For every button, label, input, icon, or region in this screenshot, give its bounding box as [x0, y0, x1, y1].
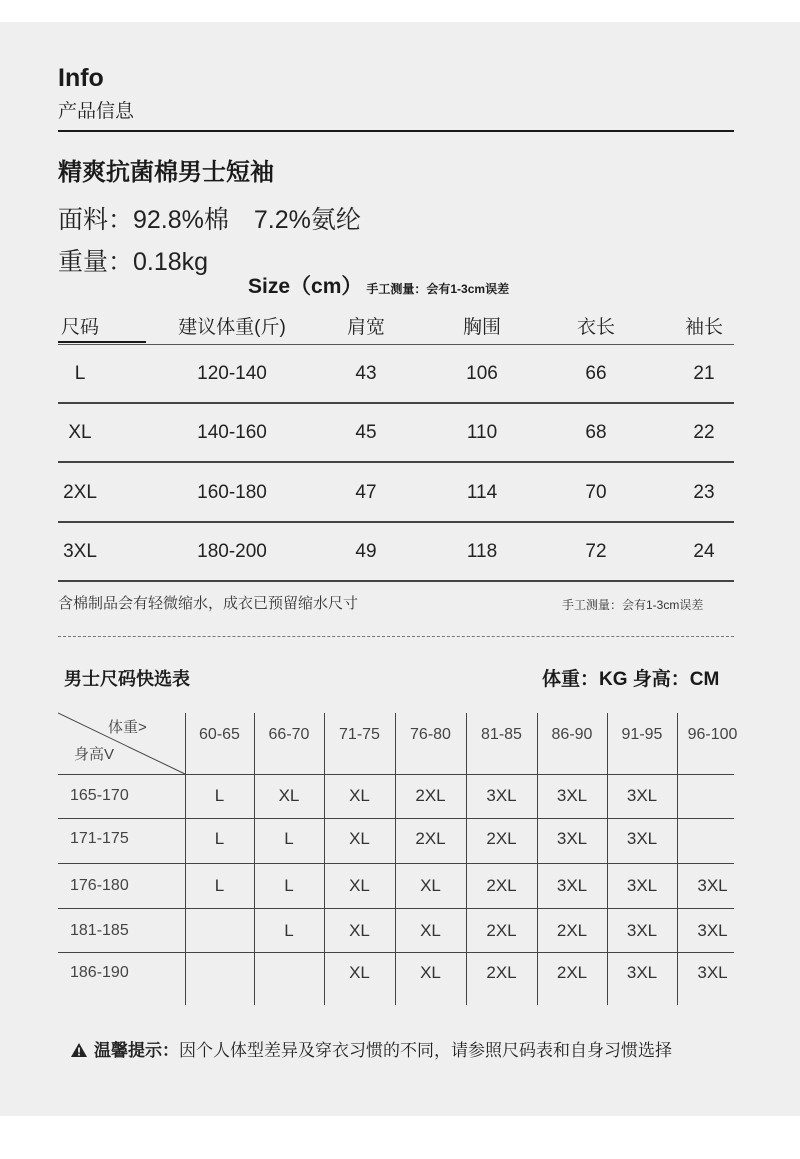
size-cell: 180-200: [197, 541, 267, 562]
size-cell: 23: [693, 482, 715, 503]
grid-line: [324, 713, 325, 1005]
height-row-label: 171-175: [70, 830, 129, 847]
size-recommendation: L: [214, 876, 225, 895]
size-recommendation: 3XL: [626, 786, 658, 805]
size-cell: L: [74, 363, 86, 384]
size-recommendation: 3XL: [697, 876, 728, 895]
product-name: 精爽抗菌棉男士短袖: [58, 159, 274, 186]
grid-line: [58, 908, 734, 909]
grid-line: [395, 713, 396, 1005]
size-recommendation: L: [284, 876, 294, 895]
weight-col-header: 96-100: [687, 726, 738, 743]
size-cell: 72: [585, 541, 607, 562]
size-recommendation: 3XL: [486, 786, 517, 805]
grid-line: [254, 713, 255, 1005]
size-recommendation: 2XL: [486, 829, 517, 848]
size-recommendation: XL: [420, 876, 441, 895]
size-cell: 21: [693, 363, 715, 384]
size-recommendation: XL: [278, 786, 300, 805]
size-cell: 49: [355, 541, 377, 562]
size-cell: 43: [355, 363, 377, 384]
size-recommendation: L: [284, 921, 294, 940]
corner-weight-label: 体重>: [108, 719, 147, 736]
size-recommendation: 2XL: [556, 963, 588, 982]
corner-height-label: 身高V: [74, 746, 115, 763]
size-col-header: 袖长: [684, 317, 723, 338]
grid-line: [58, 863, 734, 864]
dashed-divider: [58, 636, 734, 637]
fabric-composition: 面料：92.8%棉 7.2%氨纶: [58, 206, 361, 234]
quick-table-title: 男士尺码快选表: [64, 669, 190, 689]
size-recommendation: 3XL: [626, 921, 658, 940]
size-recommendation: 2XL: [556, 921, 588, 940]
size-cell: 110: [466, 422, 498, 443]
size-col-header: 建议体重(斤): [178, 317, 286, 338]
header-underline: [58, 341, 146, 343]
size-recommendation: 3XL: [697, 963, 728, 982]
tip-text: 因个人体型差异及穿衣习惯的不同，请参照尺码表和自身习惯选择: [179, 1041, 672, 1060]
size-recommendation: 3XL: [626, 963, 658, 982]
size-cell: 120-140: [197, 363, 267, 384]
warning-triangle-icon: [70, 1042, 88, 1063]
height-row-label: 186-190: [70, 964, 129, 981]
size-recommendation: XL: [349, 829, 370, 848]
row-divider: [58, 461, 734, 463]
size-recommendation: 3XL: [626, 829, 658, 848]
size-recommendation: XL: [349, 786, 370, 805]
grid-line: [677, 713, 678, 1005]
size-cell: 118: [466, 541, 498, 562]
weight-col-header: 60-65: [199, 726, 240, 743]
size-recommendation: XL: [349, 963, 370, 982]
size-recommendation: 2XL: [415, 786, 446, 805]
weight-col-header: 71-75: [339, 726, 380, 743]
weight-col-header: 76-80: [410, 726, 451, 743]
size-table-heading: [248, 270, 509, 300]
size-recommendation: 3XL: [556, 876, 588, 895]
size-recommendation: 3XL: [556, 786, 588, 805]
warm-tip: [70, 1036, 672, 1063]
grid-line: [607, 713, 608, 1005]
size-cell: 22: [693, 422, 715, 443]
row-divider: [58, 580, 734, 582]
size-recommendation: 3XL: [626, 876, 658, 895]
weight-col-header: 81-85: [481, 726, 522, 743]
grid-line: [537, 713, 538, 1005]
size-col-header: 胸围: [462, 317, 501, 338]
quick-table-units: 体重：KG 身高：CM: [542, 669, 720, 690]
grid-line: [466, 713, 467, 1005]
weight-col-header: 91-95: [621, 726, 663, 743]
size-recommendation: XL: [349, 921, 370, 940]
size-cell: 68: [585, 422, 607, 443]
grid-line: [58, 952, 734, 953]
size-recommendation: XL: [420, 921, 441, 940]
weight-col-header: 66-70: [268, 726, 310, 743]
size-recommendation: 3XL: [697, 921, 728, 940]
size-col-header: 肩宽: [346, 317, 385, 338]
size-cell: 66: [585, 363, 607, 384]
size-recommendation: L: [214, 829, 225, 848]
size-col-header: 衣长: [576, 317, 615, 338]
size-cell: 106: [466, 363, 498, 384]
size-cell: 3XL: [63, 541, 97, 562]
weight-col-header: 86-90: [551, 726, 593, 743]
size-cell: 24: [693, 541, 715, 562]
size-cell: 70: [585, 482, 607, 503]
size-recommendation: 3XL: [556, 829, 588, 848]
size-cell: 160-180: [197, 482, 267, 503]
size-heading-note: 手工测量：会有1-3cm误差: [366, 282, 510, 296]
height-row-label: 165-170: [70, 787, 129, 804]
size-recommendation: 2XL: [486, 921, 517, 940]
shrink-note: 含棉制品会有轻微缩水，成衣已预留缩水尺寸: [58, 595, 359, 612]
size-cell: 2XL: [63, 482, 97, 503]
grid-line: [58, 818, 734, 819]
size-recommendation: XL: [349, 876, 370, 895]
size-recommendation: 2XL: [486, 876, 517, 895]
height-row-label: 176-180: [70, 877, 129, 894]
row-divider: [58, 521, 734, 523]
size-recommendation: 2XL: [415, 829, 446, 848]
divider: [58, 130, 734, 132]
size-cell: XL: [68, 422, 92, 443]
section-subtitle: 产品信息: [58, 101, 135, 122]
product-weight: 重量：0.18kg: [58, 248, 209, 276]
height-row-label: 181-185: [70, 922, 129, 939]
size-col-header: 尺码: [60, 317, 99, 338]
header-divider: [58, 344, 734, 345]
size-cell: 140-160: [197, 422, 267, 443]
size-cell: 114: [466, 482, 498, 503]
tip-label: 温馨提示：: [94, 1041, 179, 1060]
size-heading-text: Size（cm）: [248, 275, 363, 298]
size-recommendation: L: [284, 829, 294, 848]
size-recommendation: L: [214, 786, 225, 805]
size-cell: 45: [355, 422, 377, 443]
size-recommendation: XL: [420, 963, 441, 982]
row-divider: [58, 402, 734, 404]
size-recommendation: 2XL: [486, 963, 517, 982]
size-cell: 47: [355, 482, 377, 503]
measure-note: 手工测量：会有1-3cm误差: [562, 598, 704, 612]
section-title: Info: [58, 64, 104, 92]
